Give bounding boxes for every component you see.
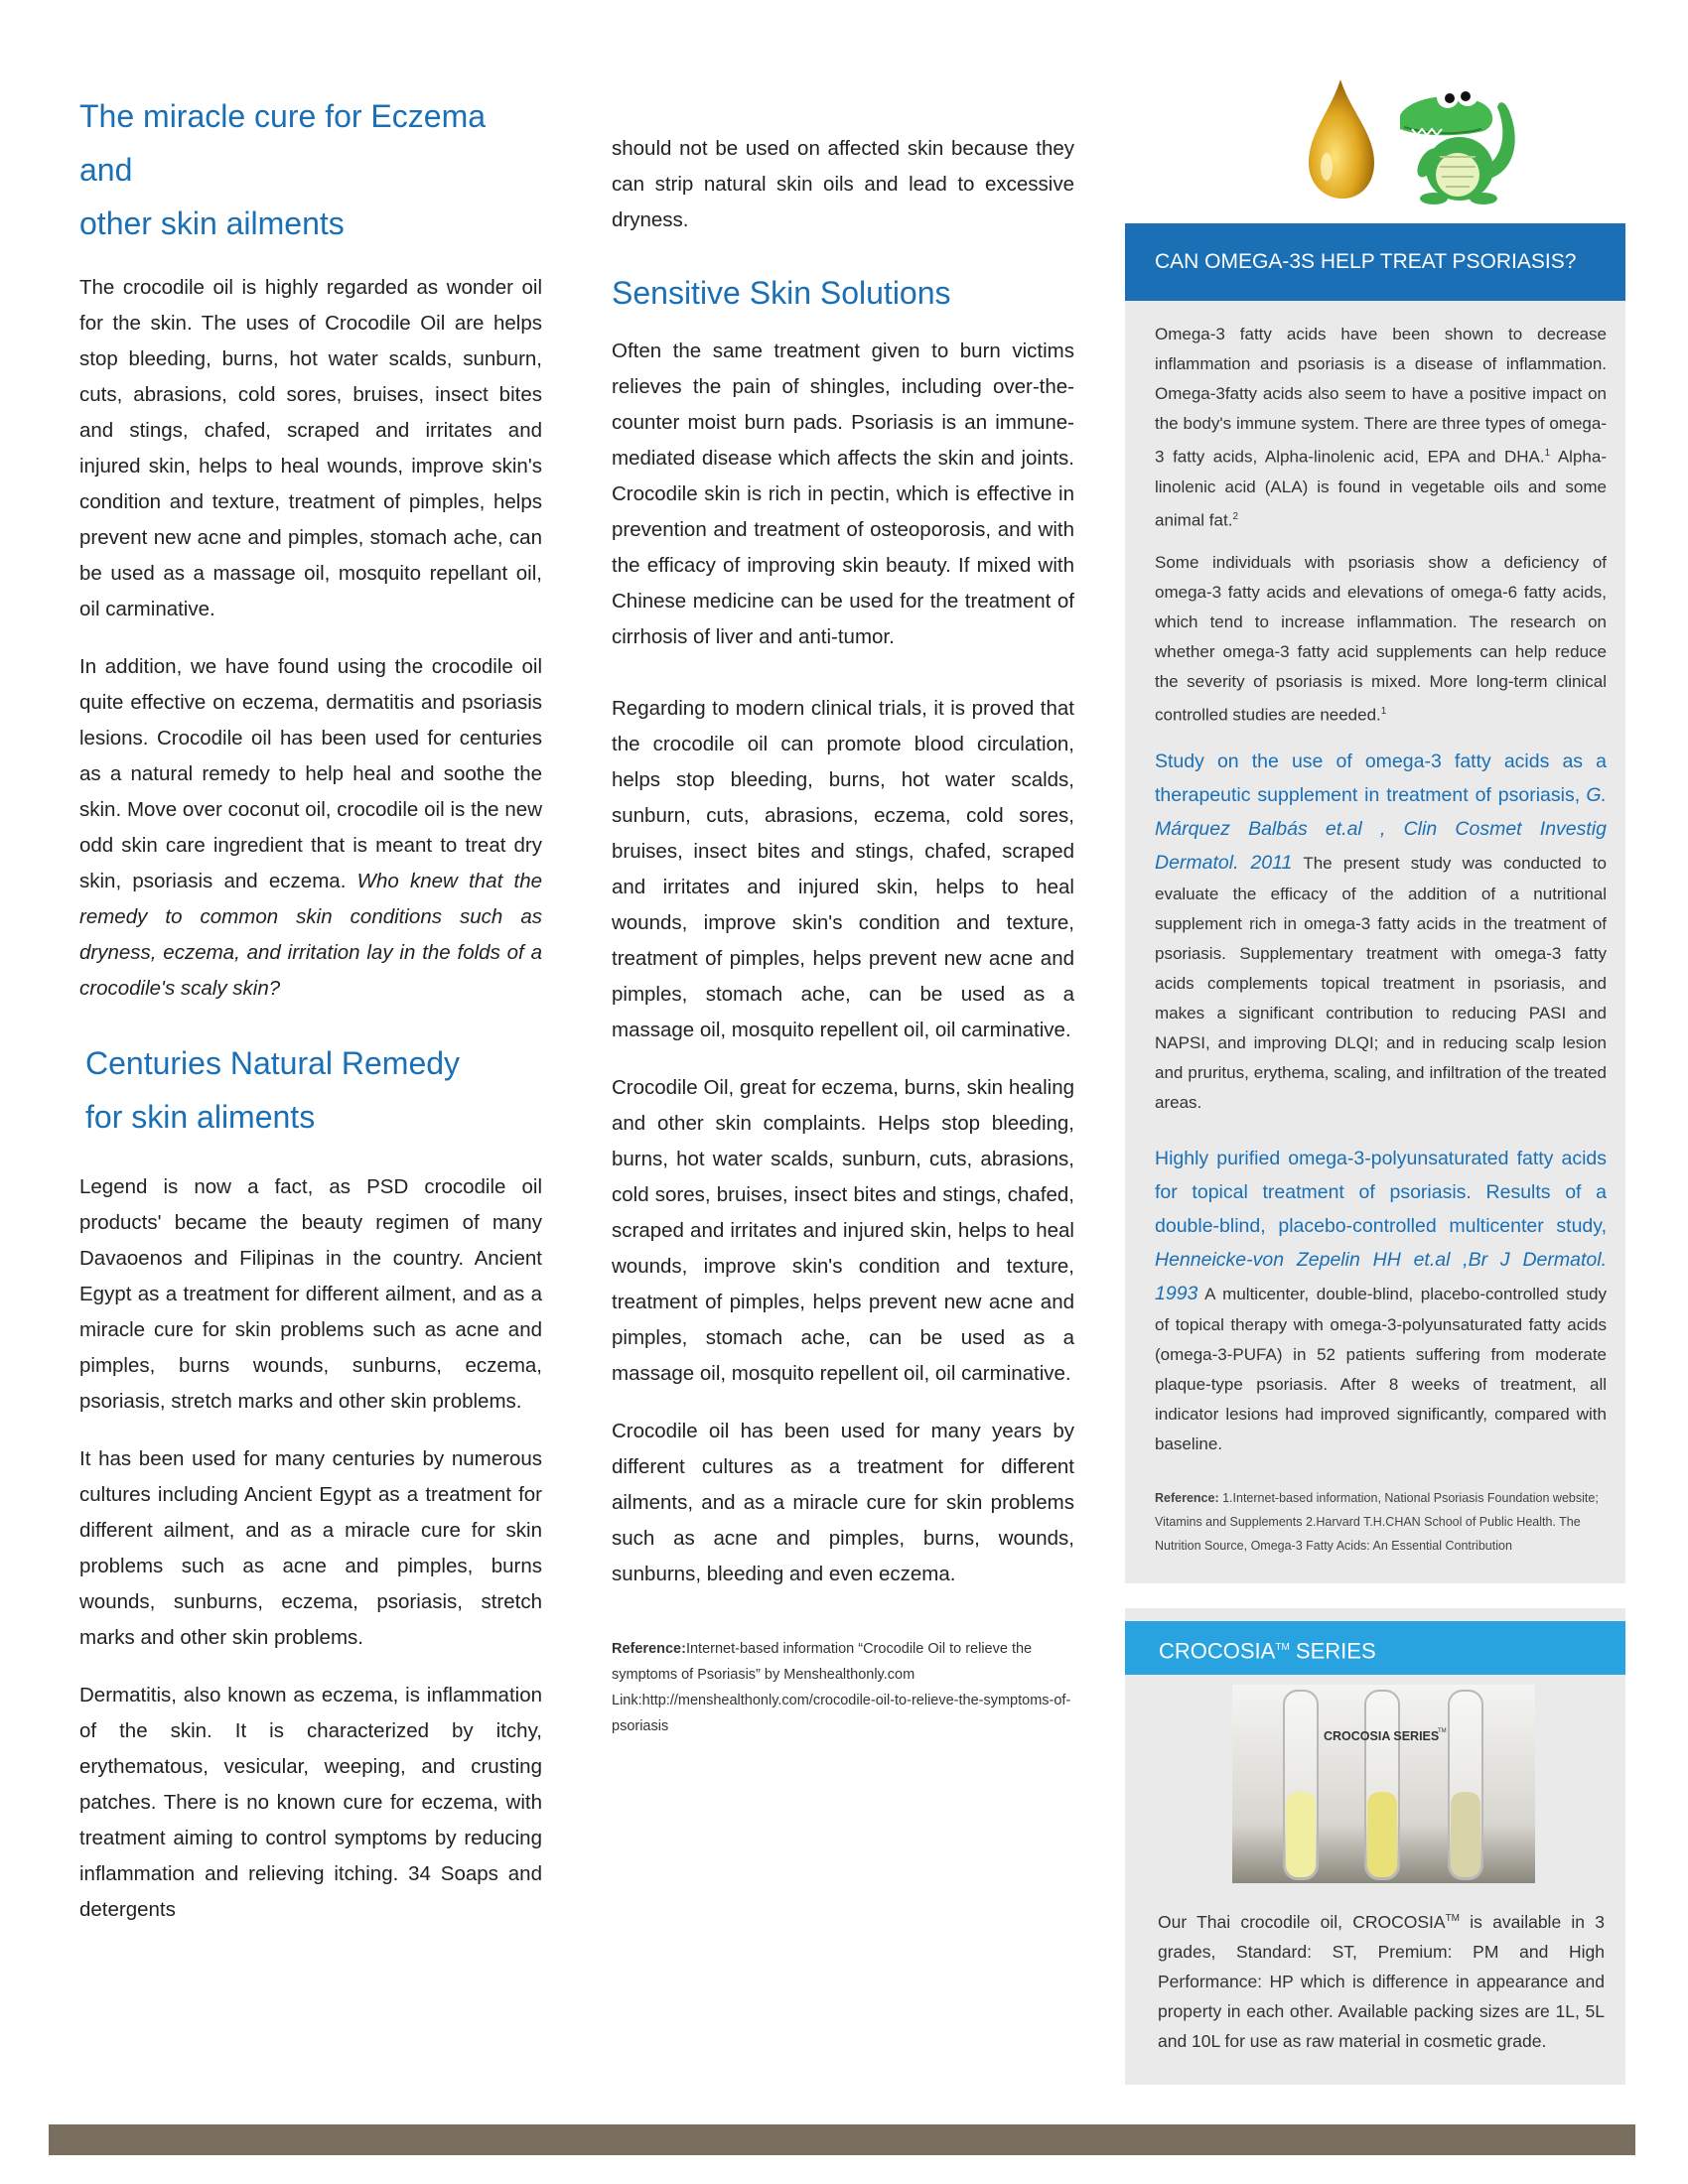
legend-paragraph: Legend is now a fact, as PSD crocodile oil products' became the beauty regimen of many Davaoenos and Filipinas in the country. Ancient Egypt as a treatment for different ailment, and as a miracle cure for skin problems such as acne and pimples, burns wounds, sunburns, eczema, psoriasis, stretch marks and other skin problems. [79, 1175, 542, 1413]
sidebar-reference-label: Reference: [1155, 1491, 1219, 1505]
test-tube-hp [1449, 1691, 1482, 1879]
eczema-paragraph [79, 649, 542, 1007]
sensitive-skin-heading: Sensitive Skin Solutions [612, 275, 951, 311]
sidebar-reference [1155, 1486, 1607, 1558]
product-photo-tm: TM [1438, 1728, 1447, 1734]
series-description [1158, 1904, 1605, 2056]
clinical-trials-paragraph: Regarding to modern clinical trials, it is proved that the crocodile oil can promote blood circulation, helps stop bleeding, burns, hot water scalds, sunburn, cuts, abrasions, eczema, cold sores, bruises, insect bites and stings, chafed, scraped and irritates and injured skin, helps to heal wounds, improve skin's condition and texture, treatment of pimples, helps prevent new acne and pimples, stomach ache, can be used as a massage oil, mosquito repellent oil, oil carminative. [612, 697, 1074, 1041]
omega3-p1a: Omega-3 fatty acids have been shown to decrease inflammation and psoriasis is a disease of inflammation. Omega-3fatty acids also seem to have a positive impact on the body's immune system. There are three types of omega-3 fatty acids, Alpha-linolenic acid, EPA and DHA. [1155, 325, 1607, 467]
history-paragraph: It has been used for many centuries by numerous cultures including Ancient Egypt as a treatment for different ailment, and as a miracle cure for skin problems such as acne and pimples, burns wounds, sunburns, eczema, psoriasis, stretch marks and other skin problems. [79, 1447, 542, 1649]
omega3-paragraph-1 [1155, 320, 1607, 535]
great-for-eczema-paragraph: Crocodile Oil, great for eczema, burns, skin healing and other skin complaints. Helps stop bleeding, burns, hot water scalds, sunburn, cuts, abrasions, cold sores, bruises, insect bites and stings, chafed, scraped and irritates and injured skin, helps to heal wounds, improve skin's condition and texture, treatment of pimples, helps prevent new acne and pimples, stomach ache, can be used as a massage oil, mosquito repellent oil, oil carminative. [612, 1076, 1074, 1385]
omega3-sup2: 2 [1232, 510, 1238, 522]
omega3-p2: Some individuals with psoriasis show a deficiency of omega-3 fatty acids and elevations of omega-6 fatty acids, which tend to increase inflammation. The research on whether omega-3 fatty acid supplements can help reduce the severity of psoriasis is mixed. More long-term clinical controlled studies are needed. [1155, 553, 1607, 725]
intro-paragraph: The crocodile oil is highly regarded as wonder oil for the skin. The uses of Crocodile Oil are helps stop bleeding, burns, hot water scalds, sunburn, cuts, abrasions, cold sores, bruises, insect bites and stings, chafed, scraped and irritates and injured skin, helps to heal wounds, improve skin's condition and texture, treatment of pimples, helps prevent new acne and pimples, stomach ache, can be used as a massage oil, mosquito repellant oil, oil carminative. [79, 276, 542, 620]
footer-bar [49, 2124, 1635, 2155]
study-2 [1155, 1142, 1607, 1459]
product-photo-label: CROCOSIA SERIES [1324, 1729, 1440, 1743]
omega3-sup1: 1 [1544, 448, 1551, 459]
series-text-tm: TM [1445, 1913, 1461, 1924]
series-header-suffix: SERIES [1289, 1638, 1376, 1664]
mascot-illustration [1301, 71, 1529, 205]
study-2-citation[interactable]: Henneicke-von Zepelin HH et.al ,Br J Dermatol. 1993 [1155, 1249, 1607, 1304]
series-header [1125, 1621, 1625, 1675]
centuries-heading-line2: for skin aliments [85, 1099, 316, 1135]
oil-drop-icon [1309, 79, 1374, 199]
study-2-text: A multicenter, double-blind, placebo-controlled study of topical therapy with omega-3-polyunsaturated fatty acids (omega-3-PUFA) in 52 patients suffering from moderate plaque-type psoriasis. After 8 weeks of treatment, all indicator lesions had improved significantly, compared with baseline. [1155, 1285, 1607, 1453]
middle-reference-link[interactable]: Link:http://menshealthonly.com/crocodile-oil-to-relieve-the-symptoms-of-psoriasis [612, 1693, 1071, 1734]
middle-column [612, 131, 1074, 1739]
series-text-a: Our Thai crocodile oil, CROCOSIA [1158, 1911, 1446, 1932]
eczema-paragraph-text: In addition, we have found using the crocodile oil quite effective on eczema, dermatitis and psoriasis lesions. Crocodile oil has been used for centuries as a natural remedy to help heal and soothe the skin. Move over coconut oil, crocodile oil is the new odd skin care ingredient that is meant to treat dry skin, psoriasis and eczema. [79, 655, 542, 892]
test-tube-st [1284, 1691, 1318, 1879]
study-1 [1155, 745, 1607, 1118]
study-1-citation[interactable]: G. Márquez Balbás et.al , Clin Cosmet Investig Dermatol. 2011 [1155, 784, 1607, 874]
sidebar-reference-text: 1.Internet-based information, National Psoriasis Foundation website; Vitamins and Supplements 2.Harvard T.H.CHAN School of Public Health. The Nutrition Source, Omega-3 Fatty Acids: An Essential Contribution [1155, 1491, 1599, 1553]
middle-reference-text: Internet-based information “Crocodile Oil to relieve the symptoms of Psoriasis” by Menshealthonly.com [612, 1641, 1033, 1683]
continued-paragraph: should not be used on affected skin because they can strip natural skin oils and lead to excessive dryness. [612, 137, 1074, 231]
main-heading [79, 89, 542, 250]
shingles-paragraph: Often the same treatment given to burn victims relieves the pain of shingles, including over-the-counter moist burn pads. Psoriasis is an immune-mediated disease which affects the skin and joints. Crocodile skin is rich in pectin, which is effective in prevention and treatment of osteoporosis, and with the efficacy of improving skin beauty. If mixed with Chinese medicine can be used for the treatment of cirrhosis of liver and anti-tumor. [612, 340, 1074, 648]
omega3-sup3: 1 [1380, 706, 1387, 717]
study-2-title[interactable]: Highly purified omega-3-polyunsaturated fatty acids for topical treatment of psoriasis. Results of a double-blind, placebo-controlled multicenter study, [1155, 1148, 1607, 1237]
test-tube-pm [1365, 1691, 1399, 1879]
middle-reference-label: Reference: [612, 1641, 686, 1657]
eczema-paragraph-italic: Who knew that the remedy to common skin conditions such as dryness, eczema, and irritation lay in the folds of a crocodile's scaly skin? [79, 870, 542, 1000]
main-heading-line2: other skin ailments [79, 205, 345, 241]
dermatitis-paragraph: Dermatitis, also known as eczema, is inflammation of the skin. It is characterized by itchy, erythematous, vesicular, weeping, and crusting patches. There is no known cure for eczema, with treatment aiming to control symptoms by reducing inflammation and relieving itching. 34 Soaps and detergents [79, 1684, 542, 1921]
left-column [79, 89, 542, 1928]
study-1-text: The present study was conducted to evaluate the efficacy of the addition of a nutritional supplement rich in omega-3 fatty acids in the treatment of psoriasis. Supplementary treatment with omega-3 fatty acids complements topical treatment in psoriasis, and makes a significant contribution to reducing PASI and NAPSI, and improving DLQI; and in reducing scalp lesion and pruritus, erythema, scaling, and infiltration of the treated areas. [1155, 854, 1607, 1112]
centuries-heading-line1: Centuries Natural Remedy [85, 1045, 461, 1081]
main-heading-line1: The miracle cure for Eczema and [79, 98, 487, 188]
series-header-tm: TM [1275, 1642, 1290, 1653]
omega3-header: CAN OMEGA-3S HELP TREAT PSORIASIS? [1125, 223, 1625, 301]
crocodile-mascot-icon [1400, 84, 1515, 205]
centuries-heading [85, 1036, 542, 1144]
middle-reference [612, 1636, 1074, 1739]
series-text-b: is available in 3 grades, Standard: ST, Premium: PM and High Performance: HP which is difference in appearance and property in each other. Available packing sizes are 1L, 5L and 10L for use as raw material in cosmetic grade. [1158, 1911, 1605, 2051]
series-header-name: CROCOSIA [1159, 1638, 1276, 1664]
cultures-paragraph: Crocodile oil has been used for many years by different cultures as a treatment for different ailments, and as a miracle cure for skin problems such as acne and pimples, burns, wounds, sunburns, bleeding and even eczema. [612, 1420, 1074, 1585]
omega3-paragraph-2 [1155, 548, 1607, 731]
omega3-p1b: Alpha-linolenic acid (ALA) is found in vegetable oils and some animal fat. [1155, 447, 1607, 530]
product-photo [1232, 1685, 1535, 1883]
study-1-title[interactable]: Study on the use of omega-3 fatty acids as a therapeutic supplement in treatment of psoriasis, [1155, 751, 1607, 806]
